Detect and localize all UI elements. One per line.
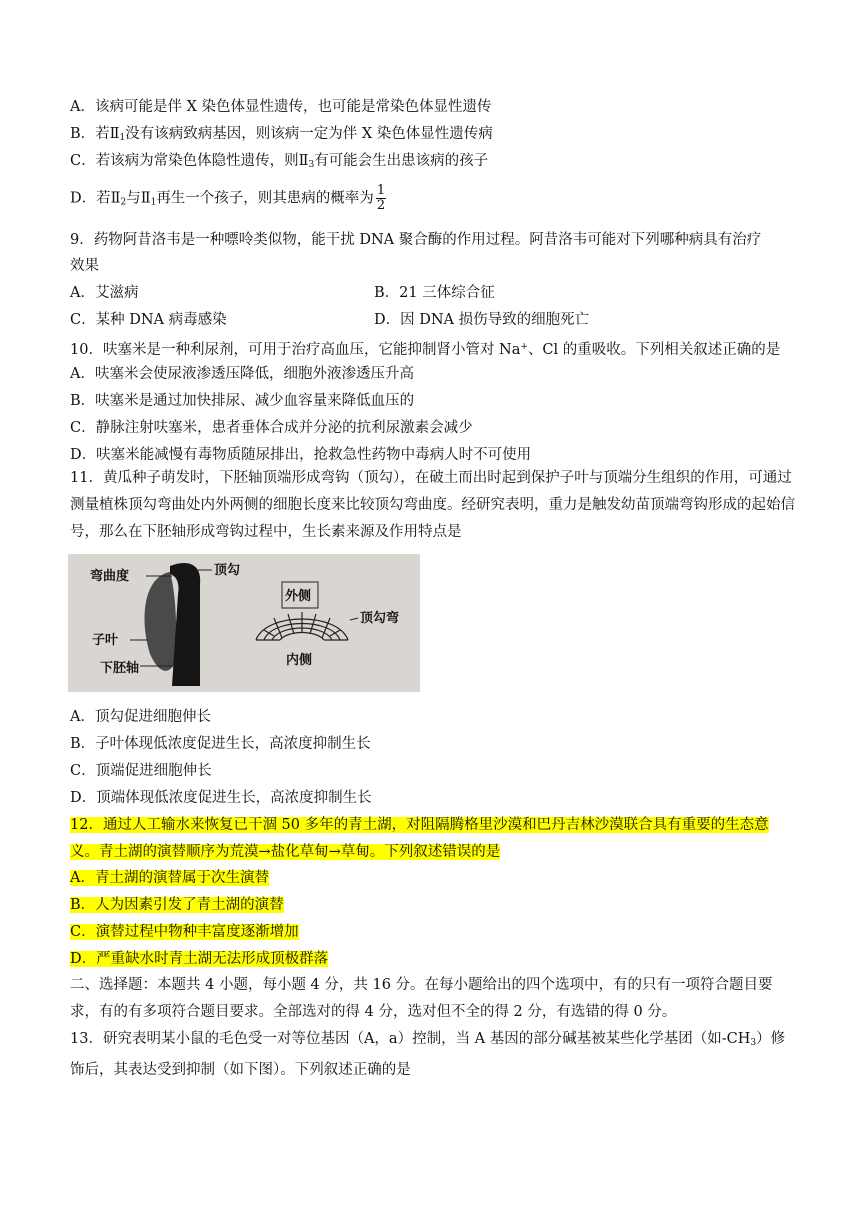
label-hook-bend: 顶勾弯	[360, 611, 400, 626]
q13-stem: 13．研究表明某小鼠的毛色受一对等位基因（A，a）控制，当 A 基因的部分碱基被某些化学基团（如$-CH_3$）修饰后，其表达受到抑制（如下图）。下列叙述正确的是	[70, 1031, 786, 1078]
q8-option-c: C．若该病为常染色体隐性遗传，则$Ⅱ_3$有可能会生出患该病的孩子	[70, 153, 489, 170]
q11-option-b: B．子叶体现低浓度促进生长，高浓度抑制生长	[70, 736, 371, 752]
q12-stem-line2: 义。青土湖的演替顺序为荒漠→盐化草甸→草甸。下列叙述错误的是	[70, 844, 501, 860]
q9-option-d: D．因 DNA 损伤导致的细胞死亡	[374, 312, 590, 328]
label-outer: 外侧	[285, 589, 312, 604]
q8-option-b: B．若$Ⅱ_1$没有该病致病基因，则该病一定为伴 X 染色体显性遗传病	[70, 126, 493, 143]
q11-option-c: C．顶端促进细胞伸长	[70, 763, 212, 779]
q8-option-d: D．若$Ⅱ_2$与$Ⅱ_1$再生一个孩子，则其患病的概率为 $\frac{1}{2}$	[70, 183, 386, 213]
q11-option-d: D．顶端体现低浓度促进生长，高浓度抑制生长	[70, 790, 372, 806]
q12-option-c: C．演替过程中物种丰富度逐渐增加	[70, 924, 299, 940]
section2-instructions: 二、选择题：本题共 4 小题，每小题 4 分，共 16 分。在每小题给出的四个选项中，有的只有一项符合题目要求，有的有多项符合题目要求。全部选对的得 4 分，选对但不全的得 2 分，有选错的得 0 分。	[70, 977, 773, 1020]
q10-option-b: B．呋塞米是通过加快排尿、减少血容量来降低血压的	[70, 393, 415, 409]
q11-option-a: A．顶勾促进细胞伸长	[70, 709, 211, 725]
label-inner: 内侧	[286, 653, 313, 668]
q8-option-a: A．该病可能是伴 X 染色体显性遗传，也可能是常染色体显性遗传	[70, 99, 492, 115]
q11-stem: 11．黄瓜种子萌发时，下胚轴顶端形成弯钩（顶勾），在破土而出时起到保护子叶与顶端分生组织的作用，可通过测量植株顶勾弯曲处内外两侧的细胞长度来比较顶勾弯曲度。经研究表明，重力是触发幼苗顶端弯钩形成的起始信号，那么在下胚轴形成弯钩过程中，生长素来源及作用特点是	[70, 470, 795, 540]
hook-figure	[68, 554, 420, 692]
q9-stem-line2: 效果	[70, 258, 99, 274]
q10-option-c: C．静脉注射呋塞米，患者垂体合成并分泌的抗利尿激素会减少	[70, 420, 473, 436]
q10-stem: 10．呋塞米是一种利尿剂，可用于治疗高血压，它能抑制肾小管对 Na+、Cl 的重吸收。下列相关叙述正确的是	[70, 342, 781, 358]
q12-option-b: B．人为因素引发了青土湖的演替	[70, 897, 284, 913]
q9-stem-line1: 9．药物阿昔洛韦是一种嘌呤类似物，能干扰 DNA 聚合酶的作用过程。阿昔洛韦可能对下列哪种病具有治疗	[70, 232, 762, 248]
q10-option-a: A．呋塞米会使尿液渗透压降低，细胞外液渗透压升高	[70, 366, 414, 382]
q9-option-b: B．21 三体综合征	[374, 285, 495, 301]
q9-option-c: C．某种 DNA 病毒感染	[70, 312, 227, 328]
q12-option-a: A．青土湖的演替属于次生演替	[70, 870, 269, 886]
label-bend: 弯曲度	[90, 569, 130, 584]
q12-option-d: D．严重缺水时青土湖无法形成顶极群落	[70, 951, 329, 967]
cell-arc-diagram	[256, 612, 348, 640]
cotyledon-shape	[144, 572, 176, 671]
label-hook: 顶勾	[214, 563, 241, 578]
label-cotyledon: 子叶	[92, 633, 119, 648]
q9-option-a: A．艾滋病	[70, 285, 139, 301]
q12-stem-line1: 12．通过人工输水来恢复已干涸 50 多年的青土湖，对阻隔腾格里沙漠和巴丹吉林沙漠联合具有重要的生态意	[70, 817, 769, 833]
q10-option-d: D．呋塞米能减慢有毒物质随尿排出，抢救急性药物中毒病人时不可使用	[70, 447, 532, 463]
label-hypocotyl: 下胚轴	[100, 661, 140, 676]
fraction: $\frac{1}{2}$	[376, 183, 386, 213]
